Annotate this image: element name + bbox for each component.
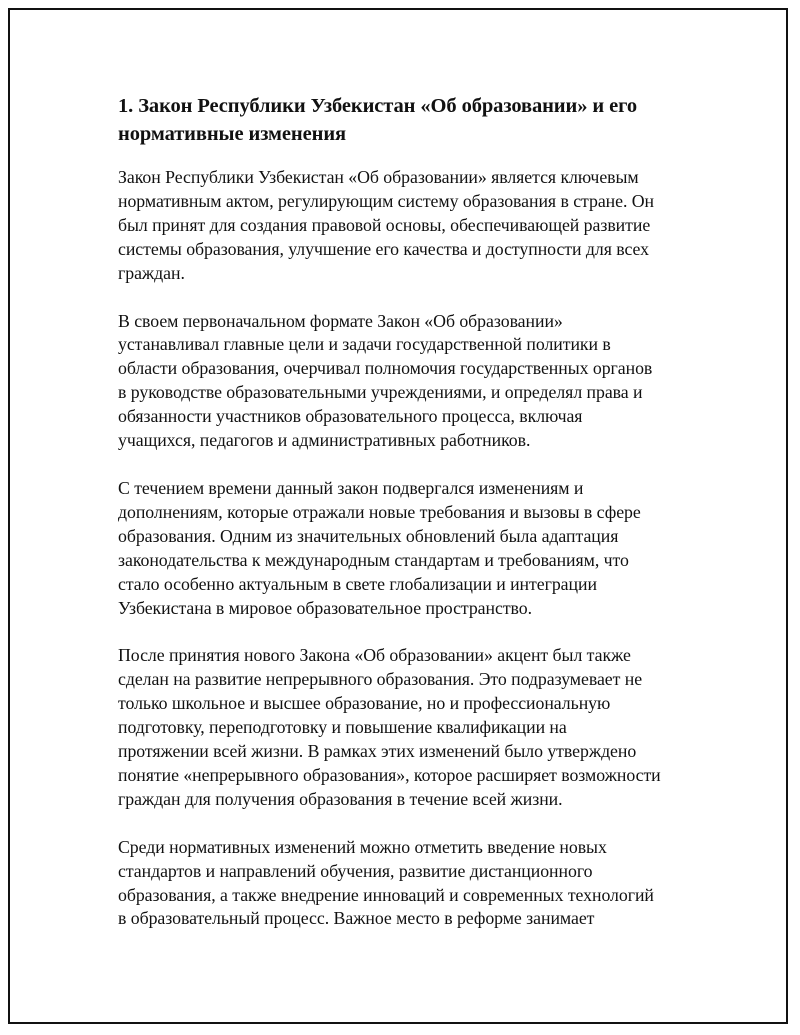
- paragraph-line: в образовательный процесс. Важное место в реформе занимает: [118, 908, 595, 929]
- paragraph-line: стандартов и направлений обучения, развитие дистанционного: [118, 860, 593, 881]
- paragraph-line: только школьное и высшее образование, но и профессиональную: [118, 693, 611, 714]
- paragraph-line: граждан для получения образования в течение всей жизни.: [118, 788, 563, 809]
- paragraph-line: С течением времени данный закон подвергался изменениям и: [118, 477, 584, 498]
- paragraph-line: протяжении всей жизни. В рамках этих изменений было утверждено: [118, 741, 637, 762]
- paragraph-line: был принят для создания правовой основы, обеспечивающей развитие: [118, 214, 651, 235]
- paragraph-line: дополнениям, которые отражали новые требования и вызовы в сфере: [118, 501, 641, 522]
- paragraph-line: области образования, очерчивал полномочия государственных органов: [118, 358, 653, 379]
- section-heading: [118, 92, 693, 148]
- paragraph-line: системы образования, улучшение его качества и доступности для всех: [118, 238, 649, 259]
- paragraph-3: [118, 477, 693, 620]
- paragraph-line: Закон Республики Узбекистан «Об образовании» является ключевым: [118, 167, 639, 187]
- paragraph-line: в руководстве образовательными учреждениями, и определял права и: [118, 382, 643, 403]
- paragraph-line: учащихся, педагогов и административных работников.: [118, 430, 531, 451]
- document-body: [118, 92, 693, 955]
- paragraph-line: Среди нормативных изменений можно отметить введение новых: [118, 836, 607, 857]
- paragraph-line: стало особенно актуальным в свете глобализации и интеграции: [118, 573, 597, 594]
- paragraph-line: граждан.: [118, 262, 185, 283]
- paragraph-5: [118, 836, 693, 932]
- paragraph-4: [118, 644, 693, 811]
- heading-line: 1. Закон Республики Узбекистан «Об образовании» и его: [118, 95, 637, 117]
- paragraph-line: понятие «непрерывного образования», которое расширяет возможности: [118, 764, 661, 785]
- paragraph-line: подготовку, переподготовку и повышение квалификации на: [118, 717, 567, 738]
- paragraph-line: законодательства к международным стандартам и требованиям, что: [118, 549, 629, 570]
- paragraph-1: [118, 166, 693, 286]
- paragraph-line: образования. Одним из значительных обновлений была адаптация: [118, 525, 619, 546]
- paragraph-line: нормативным актом, регулирующим систему образования в стране. Он: [118, 190, 655, 211]
- paragraph-line: После принятия нового Закона «Об образовании» акцент был также: [118, 645, 631, 666]
- paragraph-line: образования, а также внедрение инноваций и современных технологий: [118, 884, 654, 905]
- paragraph-line: Узбекистана в мировое образовательное пространство.: [118, 597, 533, 618]
- paragraph-2: [118, 310, 693, 453]
- heading-line: нормативные изменения: [118, 123, 347, 145]
- paragraph-line: В своем первоначальном формате Закон «Об образовании»: [118, 310, 563, 331]
- paragraph-line: обязанности участников образовательного процесса, включая: [118, 406, 583, 427]
- paragraph-line: устанавливал главные цели и задачи государственной политики в: [118, 334, 611, 355]
- paragraph-line: сделан на развитие непрерывного образования. Это подразумевает не: [118, 669, 643, 690]
